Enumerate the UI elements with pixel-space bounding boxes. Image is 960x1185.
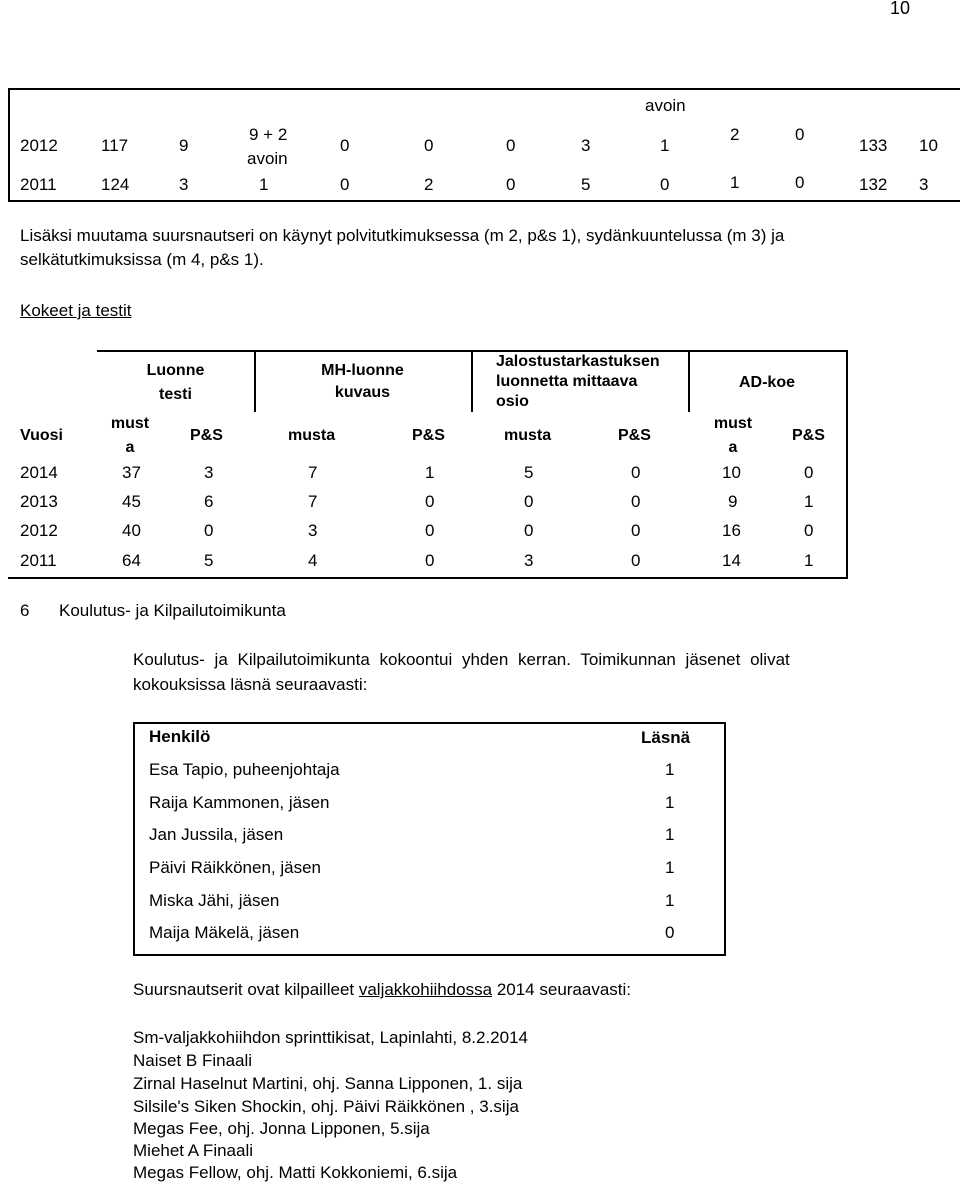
table-cell: 40	[122, 521, 141, 540]
table-cell: 0	[631, 521, 641, 540]
paragraph: Lisäksi muutama suursnautseri on käynyt polvitutkimuksessa (m 2, p&s 1), sydänkuuntelussa (m 3) ja	[20, 226, 785, 245]
table-cell: 2	[424, 175, 434, 194]
column-header-line: a	[728, 439, 738, 456]
table-cell: 1	[665, 858, 675, 877]
table-border	[133, 722, 726, 724]
table-cell: Maija Mäkelä, jäsen	[149, 923, 300, 942]
group-header-line: Luonne	[146, 362, 205, 379]
table-border	[724, 722, 726, 956]
result-line: Naiset B Finaali	[133, 1051, 253, 1070]
table-cell: 1	[665, 825, 675, 844]
group-header-jalostus	[496, 352, 660, 412]
paragraph-text: 2014 seuraavasti:	[492, 980, 632, 999]
table-cell: 1	[660, 136, 670, 155]
top-table-note: avoin	[645, 96, 686, 115]
column-header-musta	[708, 414, 758, 458]
top-table-border	[8, 88, 10, 201]
table-cell: Päivi Räikkönen, jäsen	[149, 858, 321, 877]
column-header-musta: musta	[504, 427, 552, 444]
column-header-line: a	[125, 439, 135, 456]
table-cell: 0	[425, 492, 435, 511]
table-cell: 7	[308, 463, 318, 482]
table-cell: 0	[204, 521, 214, 540]
column-header-line: must	[713, 415, 753, 432]
column-header-vuosi: Vuosi	[20, 427, 63, 444]
table-cell: 0	[425, 551, 435, 570]
table-cell: 3	[581, 136, 591, 155]
column-header-ps: P&S	[792, 427, 825, 444]
table-cell: 1	[804, 492, 814, 511]
table-cell: 0	[524, 521, 534, 540]
table-cell: 0	[795, 125, 805, 144]
table-cell: 0	[424, 136, 434, 155]
table-cell: 0	[425, 521, 435, 540]
table-cell: 117	[101, 136, 129, 155]
group-header-ad: AD-koe	[738, 374, 795, 391]
paragraph: selkätutkimuksissa (m 4, p&s 1).	[20, 250, 264, 269]
table-cell: 0	[804, 463, 814, 482]
table-cell: 0	[506, 175, 516, 194]
table-cell: 64	[122, 551, 141, 570]
table-cell: 0	[524, 492, 534, 511]
group-header-line: osio	[496, 393, 529, 410]
table-cell: 124	[101, 175, 130, 194]
table-cell: 3	[524, 551, 534, 570]
table-cell: 132	[859, 175, 888, 194]
table-cell: 1	[259, 175, 269, 194]
table-cell: 1	[665, 760, 675, 779]
group-header-luonne	[97, 361, 254, 405]
table-cell: 0	[665, 923, 675, 942]
result-line: Megas Fee, ohj. Jonna Lipponen, 5.sija	[133, 1119, 430, 1138]
column-header-musta: musta	[288, 427, 336, 444]
table-cell: 0	[631, 463, 641, 482]
table-cell: 0	[631, 492, 641, 511]
result-line: Sm-valjakkohiihdon sprinttikisat, Lapinlahti, 8.2.2014	[133, 1028, 529, 1047]
table-cell: 5	[204, 551, 214, 570]
table-cell: 7	[308, 492, 318, 511]
top-table-border	[8, 88, 960, 90]
table-cell: 3	[919, 175, 929, 194]
table-cell: 0	[795, 173, 805, 192]
table-border	[133, 954, 726, 956]
table-border	[471, 350, 473, 412]
table-cell: 0	[660, 175, 670, 194]
section-heading: Koulutus- ja Kilpailutoimikunta	[59, 601, 286, 620]
result-line: Silsile's Siken Shockin, ohj. Päivi Räikkönen , 3.sija	[133, 1097, 519, 1116]
table-border	[846, 350, 848, 579]
paragraph: kokouksissa läsnä seuraavasti:	[133, 675, 368, 694]
table-cell: 14	[722, 551, 741, 570]
table-cell: 1	[425, 463, 435, 482]
table-cell: 0	[340, 136, 350, 155]
table-cell: 9 + 2	[249, 125, 288, 144]
table-border	[133, 722, 135, 956]
table-cell: 133	[859, 136, 888, 155]
column-header-ps: P&S	[190, 427, 223, 444]
table-cell: 1	[730, 173, 740, 192]
table-cell: 1	[665, 891, 675, 910]
paragraph: Koulutus- ja Kilpailutoimikunta kokoontui yhden kerran. Toimikunnan jäsenet olivat	[133, 650, 790, 669]
table-cell: 5	[524, 463, 534, 482]
page-number: 10	[890, 0, 911, 18]
table-cell: 3	[308, 521, 318, 540]
table-cell: 3	[179, 175, 189, 194]
table-cell: 10	[919, 136, 938, 155]
column-header-ps: P&S	[618, 427, 651, 444]
table-cell: 1	[665, 793, 675, 812]
table-cell: 2	[730, 125, 740, 144]
group-header-line: MH-luonne	[321, 362, 404, 379]
section-number: 6	[20, 601, 30, 620]
table-cell: avoin	[247, 149, 288, 168]
table-cell: 0	[631, 551, 641, 570]
column-header-lasna: Läsnä	[641, 728, 691, 747]
table-cell: 2011	[20, 551, 57, 570]
top-table-border	[8, 200, 960, 202]
paragraph-text: Suursnautserit ovat kilpailleet	[133, 980, 359, 999]
table-cell: Jan Jussila, jäsen	[149, 825, 284, 844]
table-cell: 2012	[20, 521, 58, 540]
table-cell: 3	[204, 463, 214, 482]
table-cell: Miska Jähi, jäsen	[149, 891, 280, 910]
result-line: Zirnal Haselnut Martini, ohj. Sanna Lipponen, 1. sija	[133, 1074, 523, 1093]
group-header-line: luonnetta mittaava	[496, 373, 638, 390]
paragraph	[133, 980, 631, 1000]
table-border	[8, 577, 848, 579]
table-cell: Raija Kammonen, jäsen	[149, 793, 330, 812]
column-header-henkilo: Henkilö	[149, 727, 211, 746]
column-header-musta	[105, 414, 155, 458]
table-cell: 0	[804, 521, 814, 540]
group-header-mh	[254, 361, 471, 403]
group-header-line: Jalostustarkastuksen	[496, 353, 660, 370]
table-cell: 16	[722, 521, 741, 540]
table-cell: 9	[728, 492, 738, 511]
table-cell: 2014	[20, 463, 58, 482]
table-cell: 9	[179, 136, 189, 155]
table-cell: 45	[122, 492, 141, 511]
table-cell: 6	[204, 492, 214, 511]
result-line: Miehet A Finaali	[133, 1141, 254, 1160]
column-header-ps: P&S	[412, 427, 445, 444]
table-cell: 5	[581, 175, 591, 194]
section-heading: Kokeet ja testit	[20, 301, 132, 320]
table-cell: Esa Tapio, puheenjohtaja	[149, 760, 340, 779]
table-cell: 0	[340, 175, 350, 194]
column-header-line: must	[110, 415, 150, 432]
group-header-line: kuvaus	[334, 384, 391, 401]
paragraph-underlined-text: valjakkohiihdossa	[358, 980, 493, 999]
table-cell: 1	[804, 551, 814, 570]
table-cell: 2012	[20, 136, 58, 155]
group-header-line: testi	[159, 386, 192, 403]
table-cell: 2013	[20, 492, 58, 511]
table-cell: 4	[308, 551, 318, 570]
result-line: Megas Fellow, ohj. Matti Kokkoniemi, 6.sija	[133, 1163, 458, 1182]
table-cell: 37	[122, 463, 141, 482]
table-cell: 10	[722, 463, 741, 482]
table-cell: 2011	[20, 175, 57, 194]
table-cell: 0	[506, 136, 516, 155]
